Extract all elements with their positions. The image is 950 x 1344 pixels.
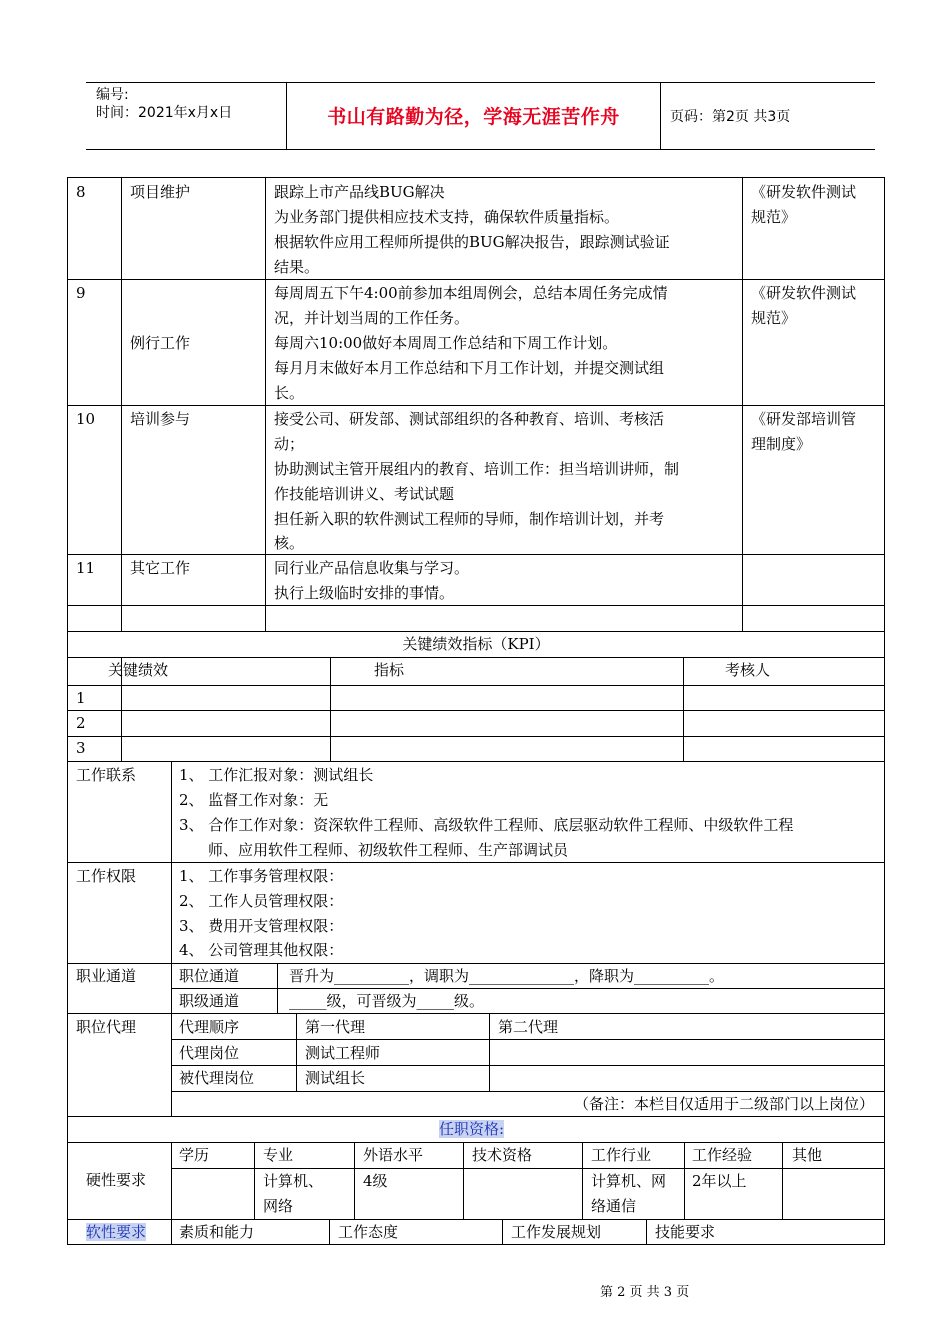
deputy-first: 第一代理 — [305, 1018, 366, 1036]
job-description-table — [67, 177, 885, 1245]
qual-value-major: 网络 — [263, 1197, 294, 1215]
kpi-header-assessor: 考核人 — [725, 661, 771, 679]
duty-line: 担任新入职的软件测试工程师的导师，制作培训计划，并考 — [274, 510, 665, 528]
career-level-label: 职级通道 — [179, 992, 240, 1010]
soft-header-skills: 技能要求 — [655, 1223, 716, 1241]
deputy-note: （备注：本栏目仅适用于二级部门以上岗位） — [573, 1095, 874, 1113]
duty-line: 每周六10:00做好本周周工作总结和下周工作计划。 — [274, 334, 618, 352]
duty-line: 动； — [274, 435, 305, 453]
header-bottom-rule — [86, 149, 875, 150]
duty-reference: 《研发软件测试 — [751, 183, 857, 201]
duty-line: 核。 — [274, 534, 305, 552]
duty-reference: 《研发部培训管 — [751, 410, 857, 428]
deputy-post-label: 代理岗位 — [179, 1044, 240, 1062]
soft-header-development: 工作发展规划 — [511, 1223, 602, 1241]
duty-number: 10 — [76, 410, 96, 428]
kpi-row-number: 1 — [76, 689, 86, 707]
duty-line: 根据软件应用工程师所提供的BUG解决报告，跟踪测试验证 — [274, 233, 670, 251]
qual-header-experience: 工作经验 — [692, 1146, 753, 1164]
kpi-row-number: 3 — [76, 739, 86, 757]
duty-line: 况，并计划当周的工作任务。 — [274, 309, 470, 327]
header-motto: 书山有路勤为径，学海无涯苦作舟 — [327, 106, 620, 128]
duty-reference: 规范》 — [751, 208, 797, 226]
duty-reference: 理制度》 — [751, 435, 812, 453]
duty-line: 结果。 — [274, 258, 320, 276]
header-divider — [660, 82, 661, 150]
doc-number: 编号: — [96, 87, 129, 103]
soft-requirement-label — [86, 1220, 146, 1245]
duty-line: 接受公司、研发部、测试部组织的各种教育、培训、考核活 — [274, 410, 665, 428]
relations-label: 工作联系 — [76, 766, 137, 784]
qual-value-language: 4级 — [363, 1172, 388, 1190]
soft-header-attitude: 工作态度 — [338, 1223, 399, 1241]
page-footer: 第 2 页 共 3 页 — [600, 1285, 690, 1300]
duty-line: 每周周五下午4:00前参加本组周例会，总结本周任务完成情 — [274, 284, 668, 302]
duty-line: 协助测试主管开展组内的教育、培训工作：担当培训讲师，制 — [274, 460, 680, 478]
authority-label: 工作权限 — [76, 867, 137, 885]
duty-reference: 《研发软件测试 — [751, 284, 857, 302]
duty-item: 项目维护 — [130, 183, 191, 201]
kpi-row-number: 2 — [76, 714, 86, 732]
qual-header-tech-qualification: 技术资格 — [472, 1146, 533, 1164]
career-level-text: _____级，可晋级为_____级。 — [289, 992, 485, 1010]
deputy-deputized-label: 被代理岗位 — [179, 1069, 255, 1087]
duty-line: 执行上级临时安排的事情。 — [274, 584, 455, 602]
authority-line: 4、 公司管理其他权限： — [179, 941, 344, 959]
deputy-order-label: 代理顺序 — [179, 1018, 240, 1036]
qual-header-education: 学历 — [179, 1146, 210, 1164]
duty-item: 培训参与 — [130, 410, 191, 428]
soft-header-quality: 素质和能力 — [179, 1223, 255, 1241]
duty-line: 长。 — [274, 384, 305, 402]
qual-header-industry: 工作行业 — [591, 1146, 652, 1164]
relations-line: 2、 监督工作对象：无 — [179, 791, 329, 809]
duty-reference: 规范》 — [751, 309, 797, 327]
qualification-title-text: 任职资格: — [439, 1120, 505, 1138]
qual-value-major: 计算机、 — [263, 1172, 324, 1190]
qual-value-industry: 计算机、网 — [591, 1172, 667, 1190]
career-position-text: 晋升为__________，调职为______________，降职为__________。 — [289, 967, 725, 985]
doc-date: 时间：2021年x月x日 — [96, 105, 233, 121]
duty-number: 11 — [76, 559, 96, 577]
kpi-header-indicator: 指标 — [374, 661, 405, 679]
deputy-deputized-value: 测试组长 — [305, 1069, 366, 1087]
duty-line: 作技能培训讲义、考试试题 — [274, 485, 455, 503]
page-info: 页码：第2页 共3页 — [670, 109, 791, 125]
qual-header-major: 专业 — [263, 1146, 294, 1164]
relations-line: 师、应用软件工程师、初级软件工程师、生产部调试员 — [208, 841, 569, 859]
qual-value-industry: 络通信 — [591, 1197, 637, 1215]
career-position-label: 职位通道 — [179, 967, 240, 985]
duty-item: 其它工作 — [130, 559, 191, 577]
deputy-label: 职位代理 — [76, 1018, 137, 1036]
duty-line: 每月月末做好本月工作总结和下月工作计划，并提交测试组 — [274, 359, 665, 377]
career-label: 职业通道 — [76, 967, 137, 985]
relations-line: 1、 工作汇报对象：测试组长 — [179, 766, 374, 784]
authority-line: 3、 费用开支管理权限： — [179, 917, 344, 935]
deputy-post-value: 测试工程师 — [305, 1044, 381, 1062]
duty-line: 跟踪上市产品线BUG解决 — [274, 183, 445, 201]
deputy-second: 第二代理 — [498, 1018, 559, 1036]
duty-number: 8 — [76, 183, 86, 201]
duty-line: 同行业产品信息收集与学习。 — [274, 559, 470, 577]
kpi-title: 关键绩效指标（KPI） — [402, 635, 550, 653]
qual-value-experience: 2年以上 — [692, 1172, 747, 1190]
duty-item: 例行工作 — [130, 334, 191, 352]
authority-line: 2、 工作人员管理权限： — [179, 892, 344, 910]
soft-requirement-label-text: 软性要求 — [86, 1223, 147, 1241]
relations-line: 3、 合作工作对象：资深软件工程师、高级软件工程师、底层驱动软件工程师、中级软件工程 — [179, 816, 794, 834]
header-top-rule — [86, 82, 875, 83]
qualification-title — [439, 1117, 504, 1142]
kpi-header-performance: 关键绩效 — [108, 661, 169, 679]
duty-line: 为业务部门提供相应技术支持，确保软件质量指标。 — [274, 208, 620, 226]
hard-requirement-label: 硬性要求 — [86, 1171, 147, 1189]
qual-header-language: 外语水平 — [363, 1146, 424, 1164]
authority-line: 1、 工作事务管理权限： — [179, 867, 344, 885]
duty-number: 9 — [76, 284, 86, 302]
qual-header-other: 其他 — [792, 1146, 823, 1164]
